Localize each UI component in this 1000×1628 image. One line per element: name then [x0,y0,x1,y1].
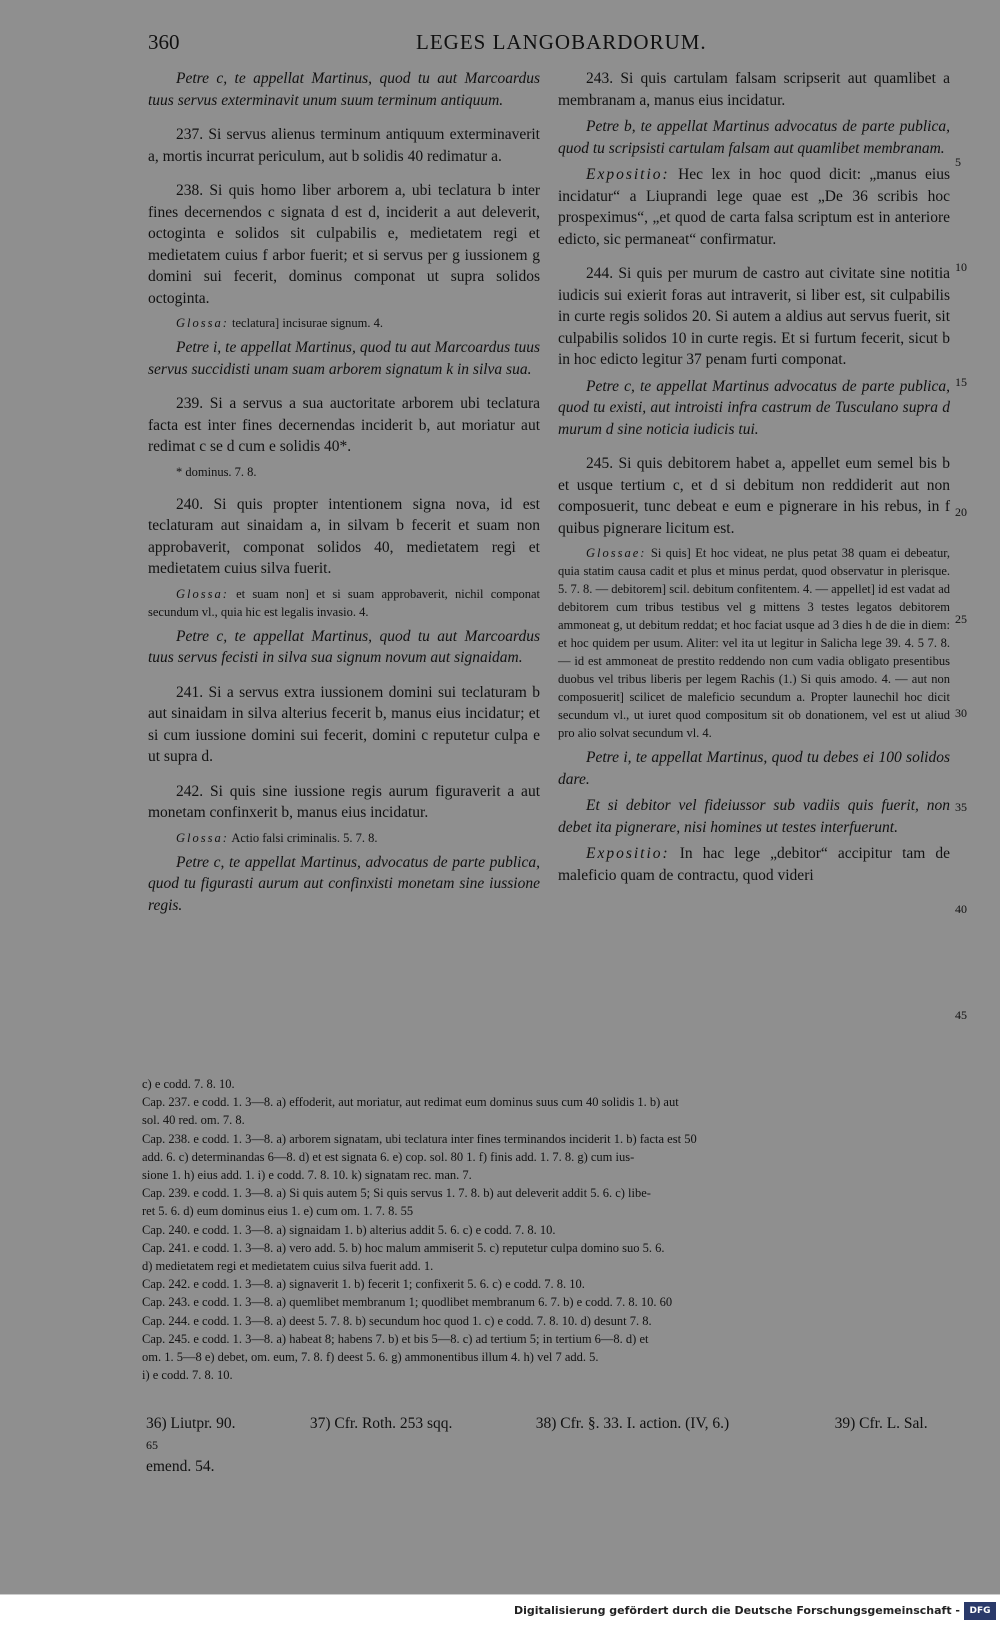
line-number: 5 [955,155,961,169]
chapter-239: 239. Si a servus a sua auctoritate arborem ubi teclatura facta est inter fines decernendas inciderit b, aut moriatur aut redimat c se d cum e solidis 40*. [148,395,540,455]
source-references [146,1413,956,1477]
formula-debitor: Et si debitor vel fideiussor sub vadiis quis fuerit, non debet ita pignerare, nisi homines ut testes interfuerunt. [558,797,950,836]
apparatus-line: c) e codd. 7. 8. 10. [142,1077,235,1091]
chapter-240: 240. Si quis propter intentionem signa nova, id est teclaturam aut sinaidam a, in silvam b fecerit et suam non approbaverit, componat solidos 40, medietatem regi et medietatem cuius silva fuerit. [148,495,540,577]
apparatus-line: sione 1. h) eius add. 1. i) e codd. 7. 8. 10. k) signatam rec. man. 7. [142,1168,472,1183]
line-number-65: 65 [146,1438,158,1452]
chapter-241: 241. Si a servus extra iussionem domini sui teclaturam b aut sinaidam in silva alterius fecerit b, manus eius incidatur; et si cum iussione domini sui fecerit, domini c reputetur culpa e ut supra d. [148,683,540,765]
line-number: 35 [955,800,967,814]
apparatus-line: Cap. 243. e codd. 1. 3—8. a) quemlibet membranum 1; quodlibet membranum 6. 7. b) e codd. 7. 8. 10. 60 [142,1295,673,1310]
formula-petre-2: Petre i, te appellat Martinus, quod tu aut Marcoardus tuus servus succidisti unam suam arborem signatum k in silva sua. [148,339,540,378]
line-number: 20 [955,505,967,519]
line-number: 10 [955,260,967,274]
apparatus-line: Cap. 237. e codd. 1. 3—8. a) effoderit, aut moriatur, aut redimat eum dominus suus cum 40 solidis 1. b) aut [142,1095,679,1110]
dfg-logo: DFG [964,1602,996,1620]
apparatus-line: om. 1. 5—8 e) debet, om. eum, 7. 8. f) deest 5. 6. g) ammonentibus illum 4. h) vel 7 add. 5. [142,1350,599,1365]
reference-37: 37) Cfr. Roth. 253 sqq. [309,1415,453,1432]
right-column [558,68,950,899]
apparatus-line: add. 6. c) determinandas 6—8. d) et est signata 6. e) cop. sol. 80 1. f) finis add. 1. 7. 8. g) cum ius- [142,1149,635,1164]
footnote-dominus: * dominus. 7. 8. [176,464,257,479]
expositio-243: Expositio: Hec lex in hoc quod dicit: „manus eius incidatur“ a Liuprandi lege quae est „De 36 scribis hoc prospeximus“, „et quod de carta falsa scriptum est in anteriore edicto, sic permaneat“ confirmatur. [558,166,951,248]
chapter-243: 243. Si quis cartulam falsam scripserit aut quamlibet a membranam a, manus eius incidatur. [558,70,950,109]
glossae-245: Glossae: Si quis] Et hoc videat, ne plus petat 38 quam ei debeatur, quia statim causa cadit et plus et minus perdat, quod observatur in plerisque. 5. 7. 8. — debitorem] scil. debitum confitentem. 4. — appellet] id est vadat ad debitorem cum tribus testibus vel g mittens 3 testes legatos debitorem ammoneat g, ut debitum reddat; et hoc faciat usque ad 3 dies h de die in diem: et hoc quidem per usum. Aliter: vel ita ut legitur in Salicha lege 39. 4. 5 7. 8. — id est ammoneat de prestito reddendo non cum vadia obligato presentibus duobus vel tribus liberis per legem Rachis (1.) Si quis amodo. 4. — aut non composuerit] scilicet de maleficio secundum a. Propter launechil hoc dicit secundum vl., ut iuret quod compositum sit ob donationem, vel est ut aliud pro alio solvat secundum vl. 4. [558,546,950,740]
reference-39: 39) Cfr. L. Sal. [834,1415,928,1432]
reference-39-cont: emend. 54. [146,1458,215,1475]
chapter-245: 245. Si quis debitorem habet a, appellet eum semel bis b et usque tertium c, et d si debitum non reddiderit aut non composuerit, tunc debeat e eum e pignerare in his rebus, in f quibus pignerare licitum est. [558,455,950,537]
apparatus-line: Cap. 238. e codd. 1. 3—8. a) arborem signatam, ubi teclatura inter fines terminandos inciderit 1. b) facta est 50 [142,1131,697,1146]
chapter-242: 242. Si quis sine iussione regis aurum figuraverit a aut monetam confinxerit b, manus eius incidatur. [148,782,540,821]
formula-petre-1: Petre c, te appellat Martinus, quod tu aut Marcoardus tuus servus exterminavit unum suum terminum antiquum. [148,70,540,109]
apparatus-line: sol. 40 red. om. 7. 8. [142,1113,245,1128]
chapter-238: 238. Si quis homo liber arborem a, ubi teclatura b inter fines decernendos c signata d est d, inciderit a aut deleverit, octoginta e solidos sit culpabilis e, medietatem regi et medietatem cuius f arbor fuerit; et si servus per g iussionem g domini sui fecerit, dominus componat ut supra solidos octoginta. [148,182,540,307]
formula-petre-6: Petre c, te appellat Martinus advocatus de parte publica, quod tu existi, aut introisti infra castrum de Tusculano supra d murum d sine noticia iudicis tui. [558,377,950,438]
page-header [148,30,742,56]
line-number: 45 [955,1008,967,1022]
left-column [148,68,540,929]
glossa-242: Glossa: Actio falsi criminalis. 5. 7. 8. [176,830,378,845]
apparatus-line: Cap. 239. e codd. 1. 3—8. a) Si quis autem 5; Si quis servus 1. 7. 8. b) aut deleverit addit 5. 6. c) libe- [142,1186,651,1201]
apparatus-line: Cap. 245. e codd. 1. 3—8. a) habeat 8; habens 7. b) et bis 5—8. c) ad tertium 5; in tertium 6—8. d) et [142,1331,649,1346]
critical-apparatus [142,1075,952,1384]
line-number: 25 [955,612,967,626]
reference-38: 38) Cfr. §. 33. I. action. (IV, 6.) [535,1415,730,1432]
apparatus-line: i) e codd. 7. 8. 10. [142,1368,233,1383]
apparatus-line: Cap. 244. e codd. 1. 3—8. a) deest 5. 7. 8. b) secundum hoc quod 1. c) e codd. 7. 8. 10. d) desunt 7. 8. [142,1313,652,1328]
funding-notice: Digitalisierung gefördert durch die Deutsche Forschungsgemeinschaft - [513,1604,960,1617]
formula-petre-3: Petre c, te appellat Martinus, quod tu aut Marcoardus tuus servus fecisti in silva sua signum novum aut signaidam. [148,627,540,666]
footer-bar [0,1594,1000,1628]
line-number: 30 [955,706,967,720]
chapter-237: 237. Si servus alienus terminum antiquum exterminaverit a, mortis incurrat periculum, aut b solidis 40 redimatur a. [148,126,540,165]
formula-petre-5: Petre b, te appellat Martinus advocatus de parte publica, quod tu scripsisti cartulam falsam aut quamlibet membranam. [558,118,950,157]
glossa-238: Glossa: teclatura] incisurae signum. 4. [176,316,384,330]
expositio-245: Expositio: In hac lege „debitor“ accipitur tam de maleficio quam de contractu, quod videri [558,845,950,884]
apparatus-line: Cap. 241. e codd. 1. 3—8. a) vero add. 5. b) hoc malum ammiserit 5. c) reputetur culpa domino suo 5. 6. [142,1240,665,1255]
line-number: 40 [955,902,967,916]
page-number: 360 [148,30,180,54]
formula-petre-4: Petre c, te appellat Martinus, advocatus de parte publica, quod tu figurasti aurum aut confinxisti monetam sine iussione regis. [148,853,540,914]
apparatus-line: ret 5. 6. d) eum dominus eius 1. e) cum om. 1. 7. 8. 55 [142,1204,414,1219]
chapter-244: 244. Si quis per murum de castro aut civitate sine notitia iudicis sui exierit foras aut intraverit, si liber est, sit culpabilis in curte regis solidos 20. Si autem a aldius aut servus fuerit, sit culpabilis solidos 10 in curte regis. Et si furtum fecerit, sicut b in hoc edicto legitur 37 penam furti componat. [558,265,950,368]
apparatus-line: Cap. 242. e codd. 1. 3—8. a) signaverit 1. b) fecerit 1; confixerit 5. 6. c) e codd. 7. 8. 10. [142,1277,585,1292]
apparatus-line: Cap. 240. e codd. 1. 3—8. a) signaidam 1. b) alterius addit 5. 6. c) e codd. 7. 8. 10. [142,1222,556,1237]
apparatus-line: d) medietatem regi et medietatem cuius silva fuerit add. 1. [142,1259,434,1274]
line-number: 15 [955,375,967,389]
formula-petre-7: Petre i, te appellat Martinus, quod tu debes ei 100 solidos dare. [558,749,950,788]
glossa-240: Glossa: et suam non] et si suam approbaverit, nichil componat secundum vl., quia hic est legalis invasio. 4. [148,586,540,619]
reference-36: 36) Liutpr. 90. [146,1415,236,1432]
running-title: LEGES LANGOBARDORUM. [416,30,707,54]
